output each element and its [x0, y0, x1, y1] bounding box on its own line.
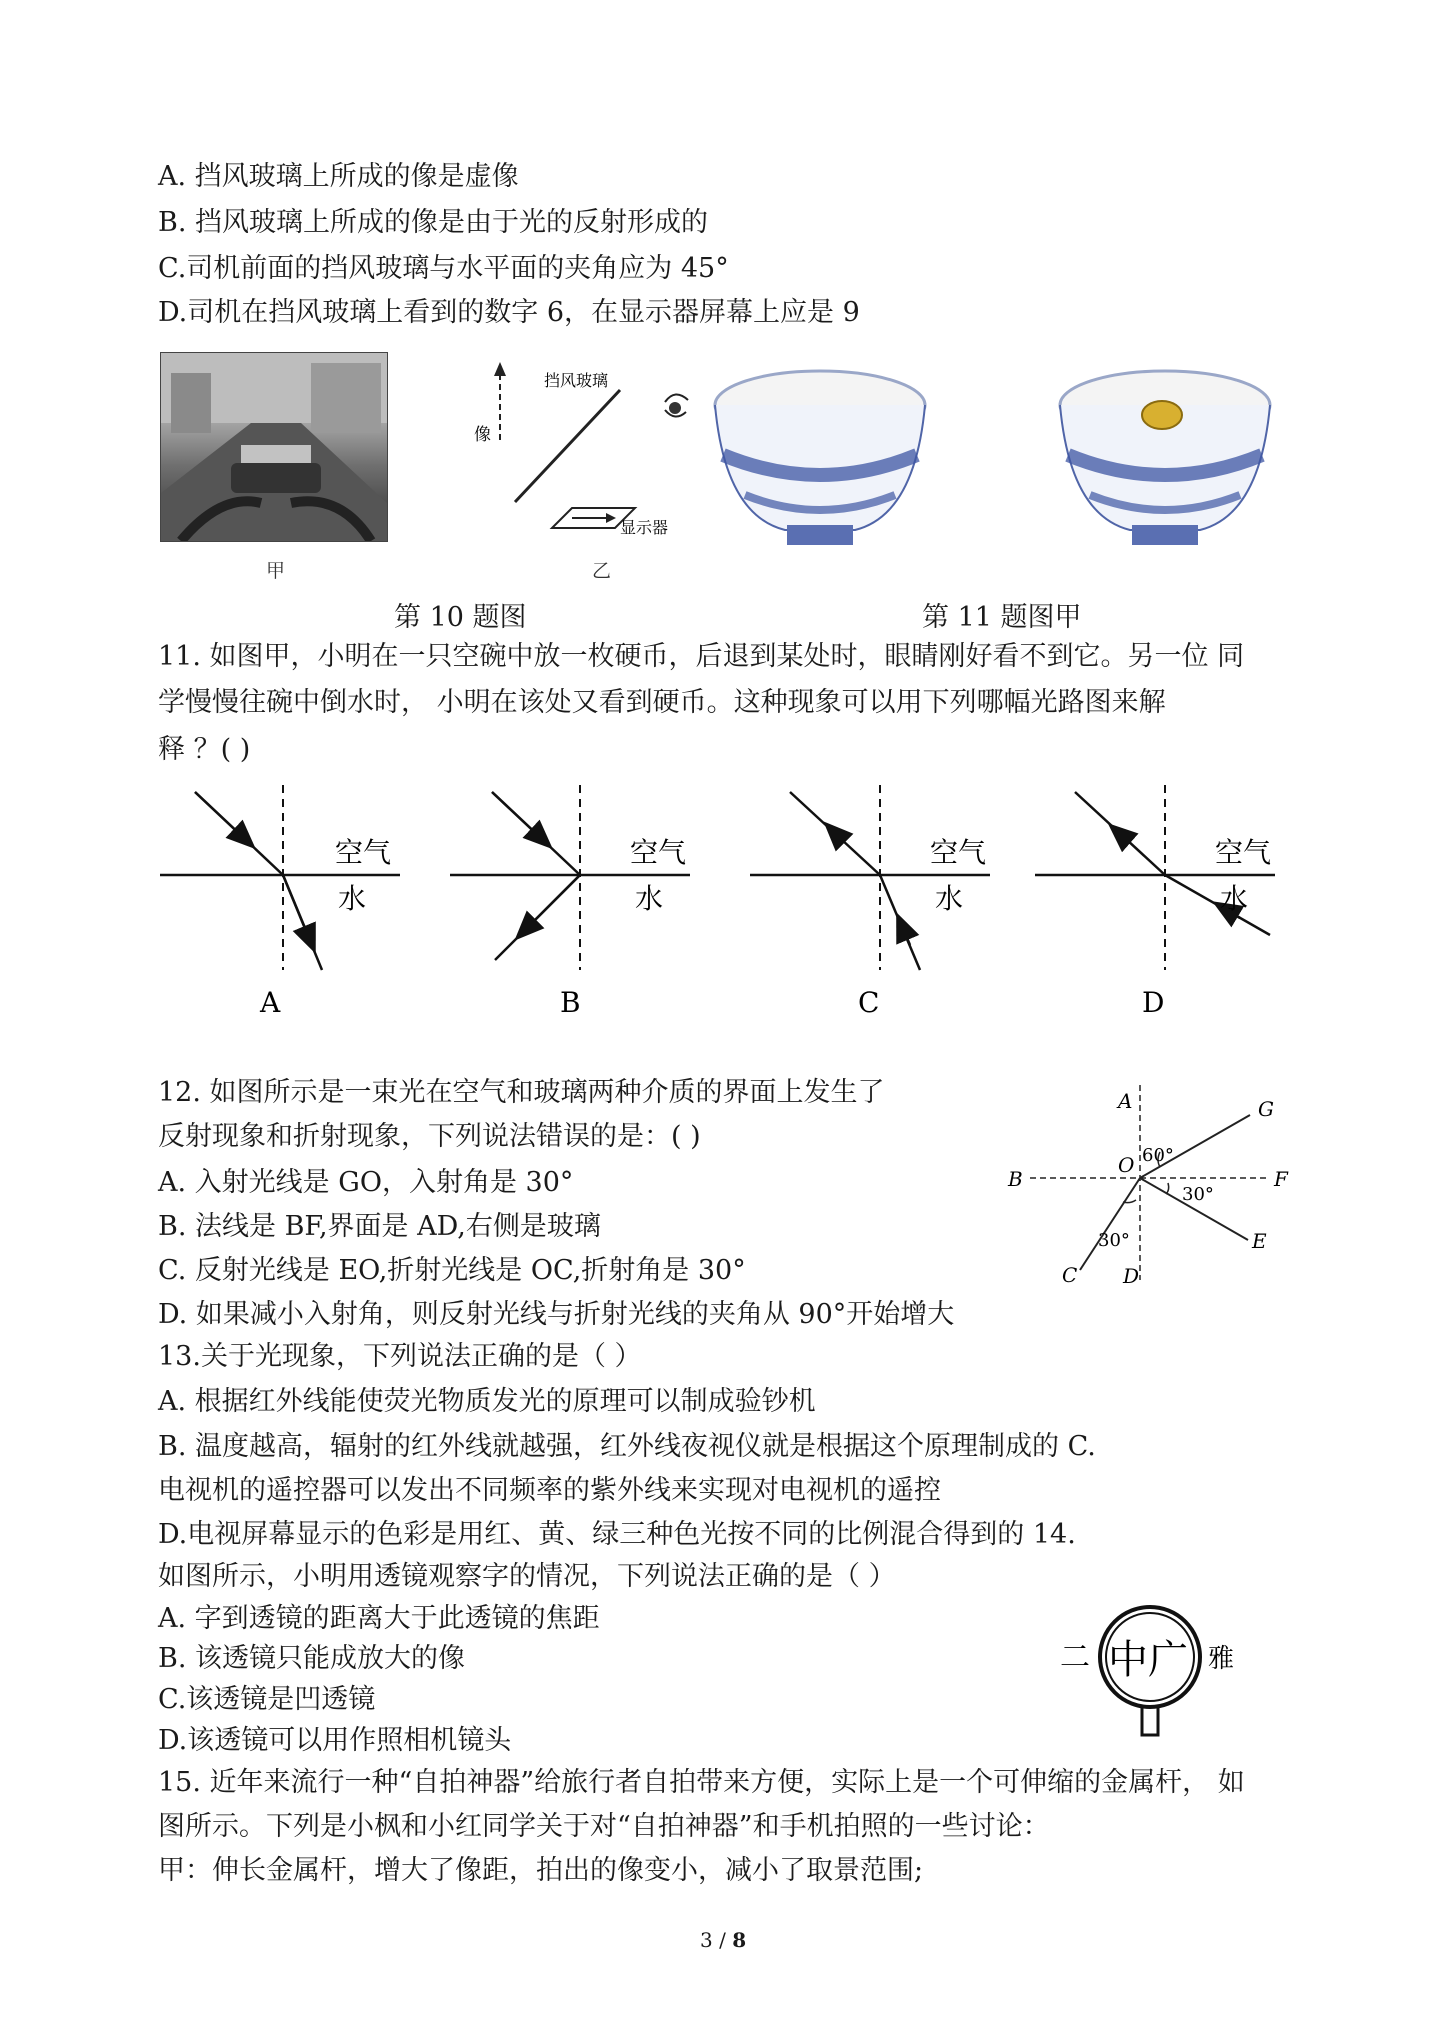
q15-line-3: 甲：伸长金属杆，增大了像距，拍出的像变小，减小了取景范围; — [158, 1855, 924, 1886]
q13-option-c: 电视机的遥控器可以发出不同频率的紫外线来实现对电视机的遥控 — [158, 1475, 941, 1506]
fig10-label-diagram: 乙 — [592, 560, 612, 582]
fig11-caption: 第 11 题图甲 — [922, 602, 1082, 633]
q13-line-1: 13.关于光现象，下列说法正确的是（ ） — [158, 1341, 642, 1372]
svg-text:O: O — [1118, 1153, 1135, 1177]
diagram-b — [450, 785, 690, 1019]
q14-magnifier — [1050, 1595, 1250, 1745]
svg-text:二: 二 — [1060, 1640, 1090, 1675]
q13-option-b: B. 温度越高，辐射的红外线就越强，红外线夜视仪就是根据这个原理制成的 C. — [158, 1431, 1096, 1462]
page-current: 3 / — [700, 1928, 733, 1952]
svg-text:30°: 30° — [1098, 1230, 1130, 1251]
q12-diagram — [990, 1080, 1290, 1290]
fig10-diagram — [460, 350, 720, 550]
svg-text:G: G — [1258, 1097, 1274, 1121]
option-c-label: C — [858, 986, 880, 1019]
fig10-photo-drawing — [161, 353, 387, 541]
svg-text:空气: 空气 — [930, 836, 987, 869]
option-a-label: A — [260, 986, 281, 1019]
svg-text:F: F — [1274, 1167, 1288, 1191]
svg-text:C: C — [1062, 1263, 1078, 1287]
q14-line-1: 如图所示，小明用透镜观察字的情况，下列说法正确的是（ ） — [158, 1561, 896, 1592]
q10-option-d: D.司机在挡风玻璃上看到的数字 6，在显示器屏幕上应是 9 — [158, 297, 860, 328]
svg-text:空气: 空气 — [630, 836, 687, 869]
svg-text:中广: 中广 — [1108, 1637, 1188, 1683]
page-total: 8 — [732, 1928, 747, 1952]
q12-option-c: C. 反射光线是 EO,折射光线是 OC,折射角是 30° — [158, 1255, 746, 1286]
fig10-photo — [160, 352, 388, 542]
diagram-c — [750, 785, 990, 1019]
q13-option-a: A. 根据红外线能使荧光物质发光的原理可以制成验钞机 — [158, 1386, 816, 1417]
q11-diagrams — [150, 780, 1290, 1040]
page-number — [700, 1928, 746, 1952]
q10-option-c: C.司机前面的挡风玻璃与水平面的夹角应为 45° — [158, 253, 729, 284]
q10-option-a: A. 挡风玻璃上所成的像是虚像 — [158, 161, 519, 192]
q12-line-1: 12. 如图所示是一束光在空气和玻璃两种介质的界面上发生了 — [158, 1077, 885, 1108]
eye-icon — [665, 394, 688, 416]
q14-option-c: C.该透镜是凹透镜 — [158, 1684, 376, 1715]
fig10-caption: 第 10 题图 — [394, 602, 527, 633]
q10-option-b: B. 挡风玻璃上所成的像是由于光的反射形成的 — [158, 207, 709, 238]
image-label: 像 — [474, 425, 491, 445]
svg-text:空气: 空气 — [335, 836, 392, 869]
q14-option-b: B. 该透镜只能成放大的像 — [158, 1643, 466, 1674]
option-d-label: D — [1142, 986, 1165, 1019]
windshield-line — [515, 390, 620, 502]
svg-text:D: D — [1123, 1264, 1140, 1288]
fig11-bowl-empty — [705, 365, 935, 555]
q15-line-1: 15. 近年来流行一种“自拍神器”给旅行者自拍带来方便，实际上是一个可伸缩的金属杆， 如 — [158, 1767, 1245, 1798]
fig11-bowl-coin — [1050, 365, 1280, 555]
svg-text:水: 水 — [1220, 882, 1249, 915]
q11-line-1: 11. 如图甲，小明在一只空碗中放一枚硬币，后退到某处时，眼睛刚好看不到它。另一位 同 — [158, 641, 1245, 672]
diagram-a — [160, 785, 400, 1019]
svg-text:30°: 30° — [1182, 1184, 1214, 1205]
q14-option-d: D.该透镜可以用作照相机镜头 — [158, 1725, 512, 1756]
svg-text:雅: 雅 — [1208, 1644, 1235, 1674]
svg-text:空气: 空气 — [1215, 836, 1272, 869]
svg-text:E: E — [1252, 1229, 1267, 1253]
diagram-d — [1035, 785, 1275, 1019]
q14-option-a: A. 字到透镜的距离大于此透镜的焦距 — [158, 1603, 600, 1634]
svg-text:水: 水 — [338, 882, 367, 915]
q15-line-2: 图所示。下列是小枫和小红同学关于对“自拍神器”和手机拍照的一些讨论： — [158, 1811, 1050, 1842]
coin-icon — [1142, 401, 1182, 429]
q12-line-2: 反射现象和折射现象，下列说法错误的是：( ) — [158, 1121, 701, 1152]
q13-option-d: D.电视屏幕显示的色彩是用红、黄、绿三种色光按不同的比例混合得到的 14. — [158, 1519, 1076, 1550]
q11-line-3: 释 ？( ) — [158, 734, 251, 765]
svg-text:水: 水 — [635, 882, 664, 915]
q11-line-2: 学慢慢往碗中倒水时， 小明在该处又看到硬币。这种现象可以用下列哪幅光路图来解 — [158, 687, 1166, 718]
windshield-label: 挡风玻璃 — [544, 371, 609, 390]
q12-option-d: D. 如果减小入射角，则反射光线与折射光线的夹角从 90°开始增大 — [158, 1299, 955, 1330]
svg-text:A: A — [1118, 1089, 1133, 1113]
q12-option-a: A. 入射光线是 GO，入射角是 30° — [158, 1167, 574, 1198]
svg-text:B: B — [1008, 1167, 1023, 1191]
svg-text:水: 水 — [935, 882, 964, 915]
fig10-label-photo: 甲 — [266, 560, 286, 582]
option-b-label: B — [560, 986, 581, 1019]
display-label: 显示器 — [620, 518, 669, 537]
q12-option-b: B. 法线是 BF,界面是 AD,右侧是玻璃 — [158, 1211, 601, 1242]
svg-text:60°: 60° — [1142, 1145, 1174, 1166]
